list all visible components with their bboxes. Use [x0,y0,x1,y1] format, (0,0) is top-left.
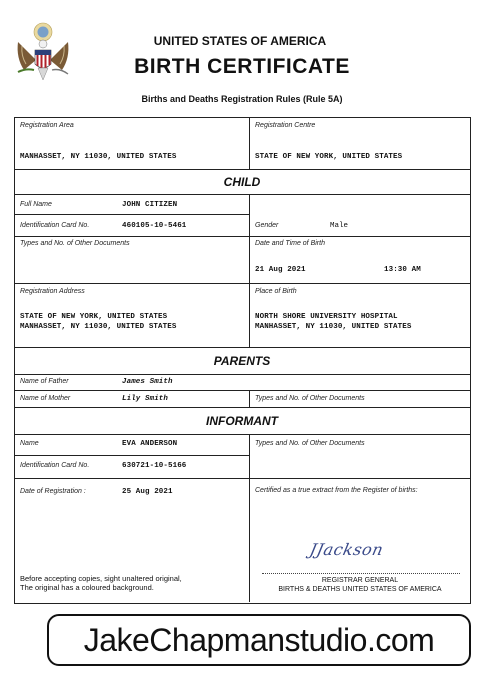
registration-centre-label: Registration Centre [255,122,316,129]
signature-line [262,573,460,574]
document-title: BIRTH CERTIFICATE [134,55,350,78]
mother-label: Name of Mother [20,395,71,402]
full-name-label: Full Name [20,201,52,208]
registration-area-label: Registration Area [20,122,74,129]
registrar-signature: JJackson [307,540,386,559]
registration-area-value: MANHASSET, NY 11030, UNITED STATES [20,153,177,161]
date-of-birth-value: 21 Aug 2021 [255,266,306,274]
place-of-birth-line1: NORTH SHORE UNIVERSITY HOSPITAL [255,313,398,321]
time-of-birth-value: 13:30 AM [384,266,421,274]
father-label: Name of Father [20,378,69,385]
registration-address-line2: MANHASSET, NY 11030, UNITED STATES [20,323,177,331]
informant-other-docs-label: Types and No. of Other Documents [255,440,365,447]
full-name-value: JOHN CITIZEN [122,201,178,209]
certified-text: Certified as a true extract from the Register of births: [255,487,418,494]
place-of-birth-label: Place of Birth [255,288,297,295]
gender-value: Male [330,222,349,230]
informant-id-label: Identification Card No. [20,462,90,469]
registration-date-label: Date of Registration : [20,488,86,495]
rules-subtitle: Births and Deaths Registration Rules (Rule 5A) [141,94,343,104]
registration-address-line1: STATE OF NEW YORK, UNITED STATES [20,313,168,321]
informant-name-value: EVA ANDERSON [122,440,178,448]
mother-value: Lily Smith [122,395,169,403]
country-heading: UNITED STATES OF AMERICA [153,34,327,48]
child-id-label: Identification Card No. [20,222,90,229]
informant-heading: INFORMANT [206,414,278,428]
place-of-birth-line2: MANHASSET, NY 11030, UNITED STATES [255,323,412,331]
child-other-docs-label: Types and No. of Other Documents [20,240,130,247]
date-time-birth-label: Date and Time of Birth [255,240,325,247]
registration-address-label: Registration Address [20,288,85,295]
gender-label: Gender [255,222,279,229]
copy-note-line2: The original has a coloured background. [20,583,154,592]
parents-heading: PARENTS [213,354,271,368]
father-value: James Smith [122,378,173,386]
registrar-title: REGISTRAR GENERAL [321,577,399,584]
registration-centre-value: STATE OF NEW YORK, UNITED STATES [255,153,403,161]
child-heading: CHILD [223,175,261,189]
child-id-value: 460105-10-5461 [122,222,187,230]
parents-other-docs-label: Types and No. of Other Documents [255,395,365,402]
watermark-banner [47,614,471,666]
informant-name-label: Name [20,440,39,447]
informant-id-value: 630721-10-5166 [122,462,187,470]
registrar-office: BIRTHS & DEATHS UNITED STATES OF AMERICA [278,586,442,593]
watermark-text: JakeChapmanstudio.com [83,621,435,658]
copy-note-line1: Before accepting copies, sight unaltered original, [20,574,182,583]
registration-date-value: 25 Aug 2021 [122,488,173,496]
